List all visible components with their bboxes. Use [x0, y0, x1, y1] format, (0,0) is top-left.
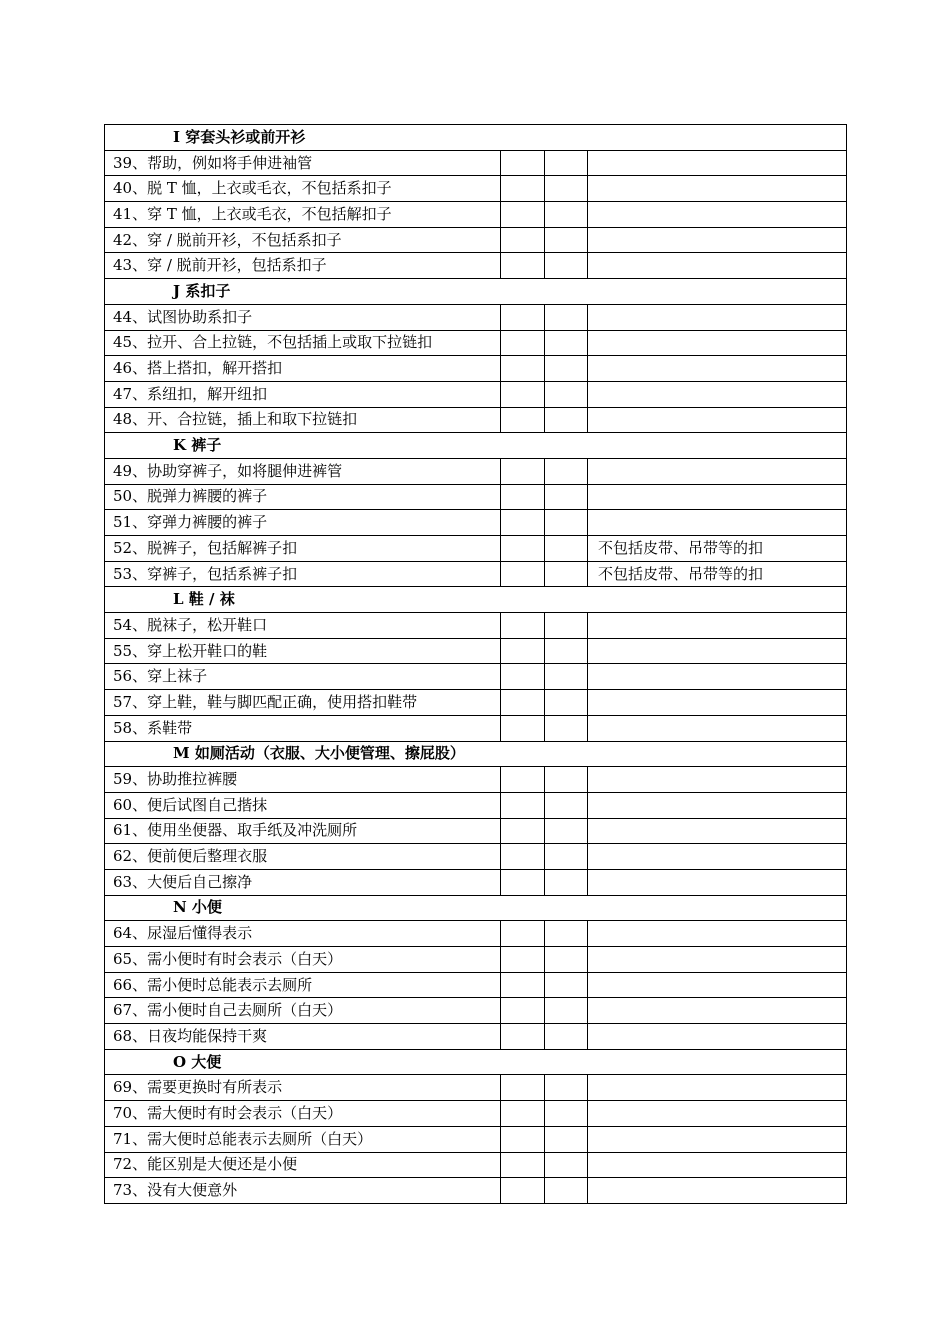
note-cell[interactable]: [588, 202, 847, 228]
score-cell-a[interactable]: [501, 150, 545, 176]
table-row: [105, 484, 847, 510]
note-cell[interactable]: [588, 690, 847, 716]
table-row: [105, 1024, 847, 1050]
score-cell-a[interactable]: [501, 1152, 545, 1178]
note-cell[interactable]: [588, 458, 847, 484]
score-cell-a[interactable]: [501, 818, 545, 844]
item-text: 51、穿弹力裤腰的裤子: [105, 510, 501, 536]
score-cell-a[interactable]: [501, 613, 545, 639]
item-text: 72、能区别是大便还是小便: [105, 1152, 501, 1178]
table-row: [105, 921, 847, 947]
note-cell[interactable]: [588, 818, 847, 844]
score-cell-b[interactable]: [545, 407, 588, 433]
note-cell[interactable]: [588, 484, 847, 510]
score-cell-a[interactable]: [501, 536, 545, 562]
score-cell-a[interactable]: [501, 998, 545, 1024]
note-cell[interactable]: [588, 1075, 847, 1101]
item-text: 49、协助穿裤子，如将腿伸进裤管: [105, 458, 501, 484]
score-cell-b[interactable]: [545, 613, 588, 639]
item-text: 64、尿湿后懂得表示: [105, 921, 501, 947]
note-cell[interactable]: [588, 510, 847, 536]
note-cell[interactable]: 不包括皮带、吊带等的扣: [588, 561, 847, 587]
note-cell[interactable]: [588, 715, 847, 741]
score-cell-a[interactable]: [501, 1126, 545, 1152]
score-cell-b[interactable]: [545, 844, 588, 870]
score-cell-a[interactable]: [501, 690, 545, 716]
score-cell-b[interactable]: [545, 304, 588, 330]
table-row: [105, 638, 847, 664]
item-text: 41、穿 T 恤，上衣或毛衣，不包括解扣子: [105, 202, 501, 228]
section-header-row: [105, 587, 847, 613]
score-cell-a[interactable]: [501, 227, 545, 253]
table-row: [105, 356, 847, 382]
note-cell[interactable]: [588, 844, 847, 870]
item-text: 73、没有大便意外: [105, 1178, 501, 1204]
score-cell-b[interactable]: [545, 150, 588, 176]
section-header-row: [105, 741, 847, 767]
score-cell-a[interactable]: [501, 304, 545, 330]
note-cell[interactable]: [588, 869, 847, 895]
score-cell-a[interactable]: [501, 253, 545, 279]
note-cell[interactable]: [588, 767, 847, 793]
note-cell[interactable]: [588, 1024, 847, 1050]
item-text: 46、搭上搭扣，解开搭扣: [105, 356, 501, 382]
item-text: 44、试图协助系扣子: [105, 304, 501, 330]
score-cell-a[interactable]: [501, 407, 545, 433]
note-cell[interactable]: [588, 356, 847, 382]
assessment-table-body: [105, 125, 847, 1204]
table-row: [105, 176, 847, 202]
section-title: J 系扣子: [105, 279, 847, 305]
item-text: 60、便后试图自己揩抹: [105, 792, 501, 818]
score-cell-b[interactable]: [545, 664, 588, 690]
score-cell-a[interactable]: [501, 330, 545, 356]
score-cell-a[interactable]: [501, 510, 545, 536]
table-row: [105, 330, 847, 356]
note-cell[interactable]: [588, 381, 847, 407]
item-text: 55、穿上松开鞋口的鞋: [105, 638, 501, 664]
item-text: 61、使用坐便器、取手纸及冲洗厕所: [105, 818, 501, 844]
section-title: O 大便: [105, 1049, 847, 1075]
table-row: [105, 818, 847, 844]
score-cell-b[interactable]: [545, 1126, 588, 1152]
section-header-row: [105, 895, 847, 921]
table-row: [105, 715, 847, 741]
item-text: 67、需小便时自己去厕所（白天）: [105, 998, 501, 1024]
table-row: [105, 869, 847, 895]
note-cell[interactable]: [588, 407, 847, 433]
section-header-row: [105, 433, 847, 459]
table-row: [105, 844, 847, 870]
item-text: 71、需大便时总能表示去厕所（白天）: [105, 1126, 501, 1152]
section-title: M 如厕活动（衣服、大小便管理、擦屁股）: [105, 741, 847, 767]
note-cell[interactable]: [588, 1178, 847, 1204]
section-title: N 小便: [105, 895, 847, 921]
score-cell-b[interactable]: [545, 330, 588, 356]
table-row: [105, 1075, 847, 1101]
score-cell-b[interactable]: [545, 792, 588, 818]
section-title: K 裤子: [105, 433, 847, 459]
note-cell[interactable]: [588, 176, 847, 202]
item-text: 53、穿裤子，包括系裤子扣: [105, 561, 501, 587]
note-cell[interactable]: [588, 1126, 847, 1152]
score-cell-a[interactable]: [501, 869, 545, 895]
score-cell-a[interactable]: [501, 484, 545, 510]
table-row: [105, 947, 847, 973]
note-cell[interactable]: [588, 330, 847, 356]
item-text: 66、需小便时总能表示去厕所: [105, 972, 501, 998]
item-text: 65、需小便时有时会表示（白天）: [105, 947, 501, 973]
item-text: 42、穿 / 脱前开衫，不包括系扣子: [105, 227, 501, 253]
section-header-row: [105, 125, 847, 151]
note-cell[interactable]: [588, 638, 847, 664]
item-text: 56、穿上袜子: [105, 664, 501, 690]
score-cell-a[interactable]: [501, 844, 545, 870]
note-cell[interactable]: [588, 998, 847, 1024]
table-row: [105, 381, 847, 407]
item-text: 54、脱袜子，松开鞋口: [105, 613, 501, 639]
table-row: [105, 510, 847, 536]
score-cell-b[interactable]: [545, 1024, 588, 1050]
item-text: 47、系纽扣，解开纽扣: [105, 381, 501, 407]
item-text: 50、脱弹力裤腰的裤子: [105, 484, 501, 510]
table-row: [105, 458, 847, 484]
score-cell-b[interactable]: [545, 921, 588, 947]
score-cell-b[interactable]: [545, 998, 588, 1024]
table-row: [105, 767, 847, 793]
note-cell[interactable]: [588, 150, 847, 176]
score-cell-a[interactable]: [501, 381, 545, 407]
score-cell-a[interactable]: [501, 947, 545, 973]
score-cell-b[interactable]: [545, 536, 588, 562]
score-cell-a[interactable]: [501, 1075, 545, 1101]
table-row: [105, 407, 847, 433]
score-cell-a[interactable]: [501, 356, 545, 382]
score-cell-b[interactable]: [545, 715, 588, 741]
score-cell-b[interactable]: [545, 510, 588, 536]
item-text: 62、便前便后整理衣服: [105, 844, 501, 870]
note-cell[interactable]: [588, 664, 847, 690]
table-row: [105, 972, 847, 998]
table-row: [105, 1101, 847, 1127]
note-cell[interactable]: 不包括皮带、吊带等的扣: [588, 536, 847, 562]
score-cell-a[interactable]: [501, 638, 545, 664]
table-row: [105, 1126, 847, 1152]
score-cell-a[interactable]: [501, 792, 545, 818]
note-cell[interactable]: [588, 227, 847, 253]
score-cell-a[interactable]: [501, 176, 545, 202]
score-cell-b[interactable]: [545, 638, 588, 664]
score-cell-b[interactable]: [545, 947, 588, 973]
item-text: 45、拉开、合上拉链，不包括插上或取下拉链扣: [105, 330, 501, 356]
score-cell-b[interactable]: [545, 767, 588, 793]
score-cell-b[interactable]: [545, 356, 588, 382]
score-cell-b[interactable]: [545, 227, 588, 253]
item-text: 59、协助推拉裤腰: [105, 767, 501, 793]
table-row: [105, 613, 847, 639]
score-cell-b[interactable]: [545, 1075, 588, 1101]
score-cell-b[interactable]: [545, 869, 588, 895]
section-header-row: [105, 279, 847, 305]
score-cell-a[interactable]: [501, 664, 545, 690]
note-cell[interactable]: [588, 792, 847, 818]
item-text: 48、开、合拉链，插上和取下拉链扣: [105, 407, 501, 433]
table-row: [105, 227, 847, 253]
score-cell-a[interactable]: [501, 921, 545, 947]
item-text: 39、帮助，例如将手伸进袖管: [105, 150, 501, 176]
score-cell-a[interactable]: [501, 561, 545, 587]
table-row: [105, 536, 847, 562]
score-cell-b[interactable]: [545, 1101, 588, 1127]
note-cell[interactable]: [588, 947, 847, 973]
table-row: [105, 150, 847, 176]
score-cell-a[interactable]: [501, 767, 545, 793]
score-cell-b[interactable]: [545, 253, 588, 279]
score-cell-b[interactable]: [545, 1178, 588, 1204]
item-text: 40、脱 T 恤，上衣或毛衣，不包括系扣子: [105, 176, 501, 202]
score-cell-b[interactable]: [545, 176, 588, 202]
table-row: [105, 1152, 847, 1178]
score-cell-b[interactable]: [545, 818, 588, 844]
score-cell-a[interactable]: [501, 1101, 545, 1127]
section-title: L 鞋 / 袜: [105, 587, 847, 613]
table-row: [105, 792, 847, 818]
score-cell-a[interactable]: [501, 1178, 545, 1204]
score-cell-b[interactable]: [545, 458, 588, 484]
item-text: 63、大便后自己擦净: [105, 869, 501, 895]
table-row: [105, 561, 847, 587]
score-cell-a[interactable]: [501, 972, 545, 998]
note-cell[interactable]: [588, 304, 847, 330]
table-row: [105, 998, 847, 1024]
note-cell[interactable]: [588, 613, 847, 639]
score-cell-a[interactable]: [501, 1024, 545, 1050]
note-cell[interactable]: [588, 1152, 847, 1178]
score-cell-b[interactable]: [545, 381, 588, 407]
table-row: [105, 304, 847, 330]
score-cell-a[interactable]: [501, 715, 545, 741]
item-text: 43、穿 / 脱前开衫，包括系扣子: [105, 253, 501, 279]
item-text: 57、穿上鞋，鞋与脚匹配正确，使用搭扣鞋带: [105, 690, 501, 716]
score-cell-b[interactable]: [545, 1152, 588, 1178]
item-text: 69、需要更换时有所表示: [105, 1075, 501, 1101]
item-text: 52、脱裤子，包括解裤子扣: [105, 536, 501, 562]
table-row: [105, 253, 847, 279]
score-cell-b[interactable]: [545, 561, 588, 587]
table-row: [105, 202, 847, 228]
score-cell-a[interactable]: [501, 458, 545, 484]
note-cell[interactable]: [588, 253, 847, 279]
table-row: [105, 1178, 847, 1204]
section-title: I 穿套头衫或前开衫: [105, 125, 847, 151]
item-text: 70、需大便时有时会表示（白天）: [105, 1101, 501, 1127]
item-text: 68、日夜均能保持干爽: [105, 1024, 501, 1050]
score-cell-b[interactable]: [545, 202, 588, 228]
note-cell[interactable]: [588, 1101, 847, 1127]
table-row: [105, 690, 847, 716]
score-cell-b[interactable]: [545, 972, 588, 998]
table-row: [105, 664, 847, 690]
section-header-row: [105, 1049, 847, 1075]
score-cell-b[interactable]: [545, 690, 588, 716]
note-cell[interactable]: [588, 972, 847, 998]
score-cell-b[interactable]: [545, 484, 588, 510]
note-cell[interactable]: [588, 921, 847, 947]
score-cell-a[interactable]: [501, 202, 545, 228]
assessment-table: [104, 124, 847, 1204]
item-text: 58、系鞋带: [105, 715, 501, 741]
